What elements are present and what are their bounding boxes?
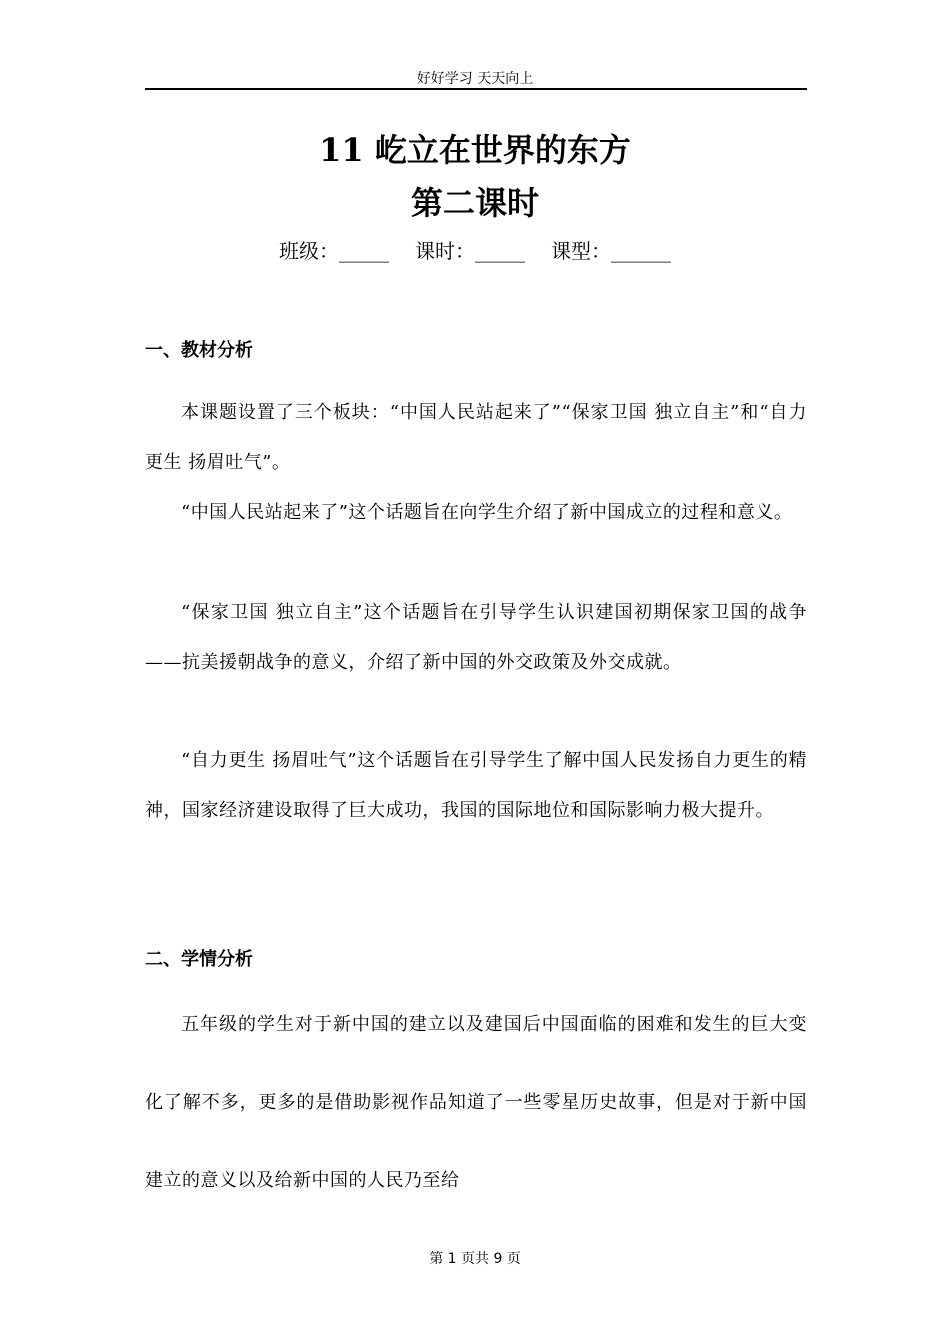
page-header: 好好学习 天天向上 [416,71,534,87]
paragraph: “中国人民站起来了”这个话题旨在向学生介绍了新中国成立的过程和意义。 [181,502,793,523]
paragraph: “保家卫国 独立自主”这个话题旨在引导学生认识建国初期保家卫国的战争——抗美援朝战争的意义，介绍了新中国的外交政策及外交成就。 [145,602,807,673]
header-divider [145,88,807,90]
lesson-meta-row [0,236,950,266]
section-heading-textbook-analysis: 一、教材分析 [145,340,253,361]
paragraph: “自力更生 扬眉吐气”这个话题旨在引导学生了解中国人民发扬自力更生的精神，国家经济建设取得了巨大成功，我国的国际地位和国际影响力极大提升。 [145,750,807,821]
type-field: 课型：______ [551,239,671,263]
document-title: 11 屹立在世界的东方 [319,131,631,169]
page-footer: 第 1 页共 9 页 [429,1251,521,1267]
section-heading-student-analysis: 二、学情分析 [145,949,253,970]
paragraph: 五年级的学生对于新中国的建立以及建国后中国面临的困难和发生的巨大变化了解不多，更多的是借助影视作品知道了一些零星历史故事，但是对于新中国建立的意义以及给新中国的人民乃至给 [145,1014,807,1191]
document-subtitle: 第二课时 [410,184,539,222]
paragraph: 本课题设置了三个板块：“中国人民站起来了”“保家卫国 独立自主”和“自力更生 扬眉吐气”。 [145,402,807,473]
period-field: 课时：_____ [415,239,525,263]
class-field: 班级：_____ [279,239,389,263]
